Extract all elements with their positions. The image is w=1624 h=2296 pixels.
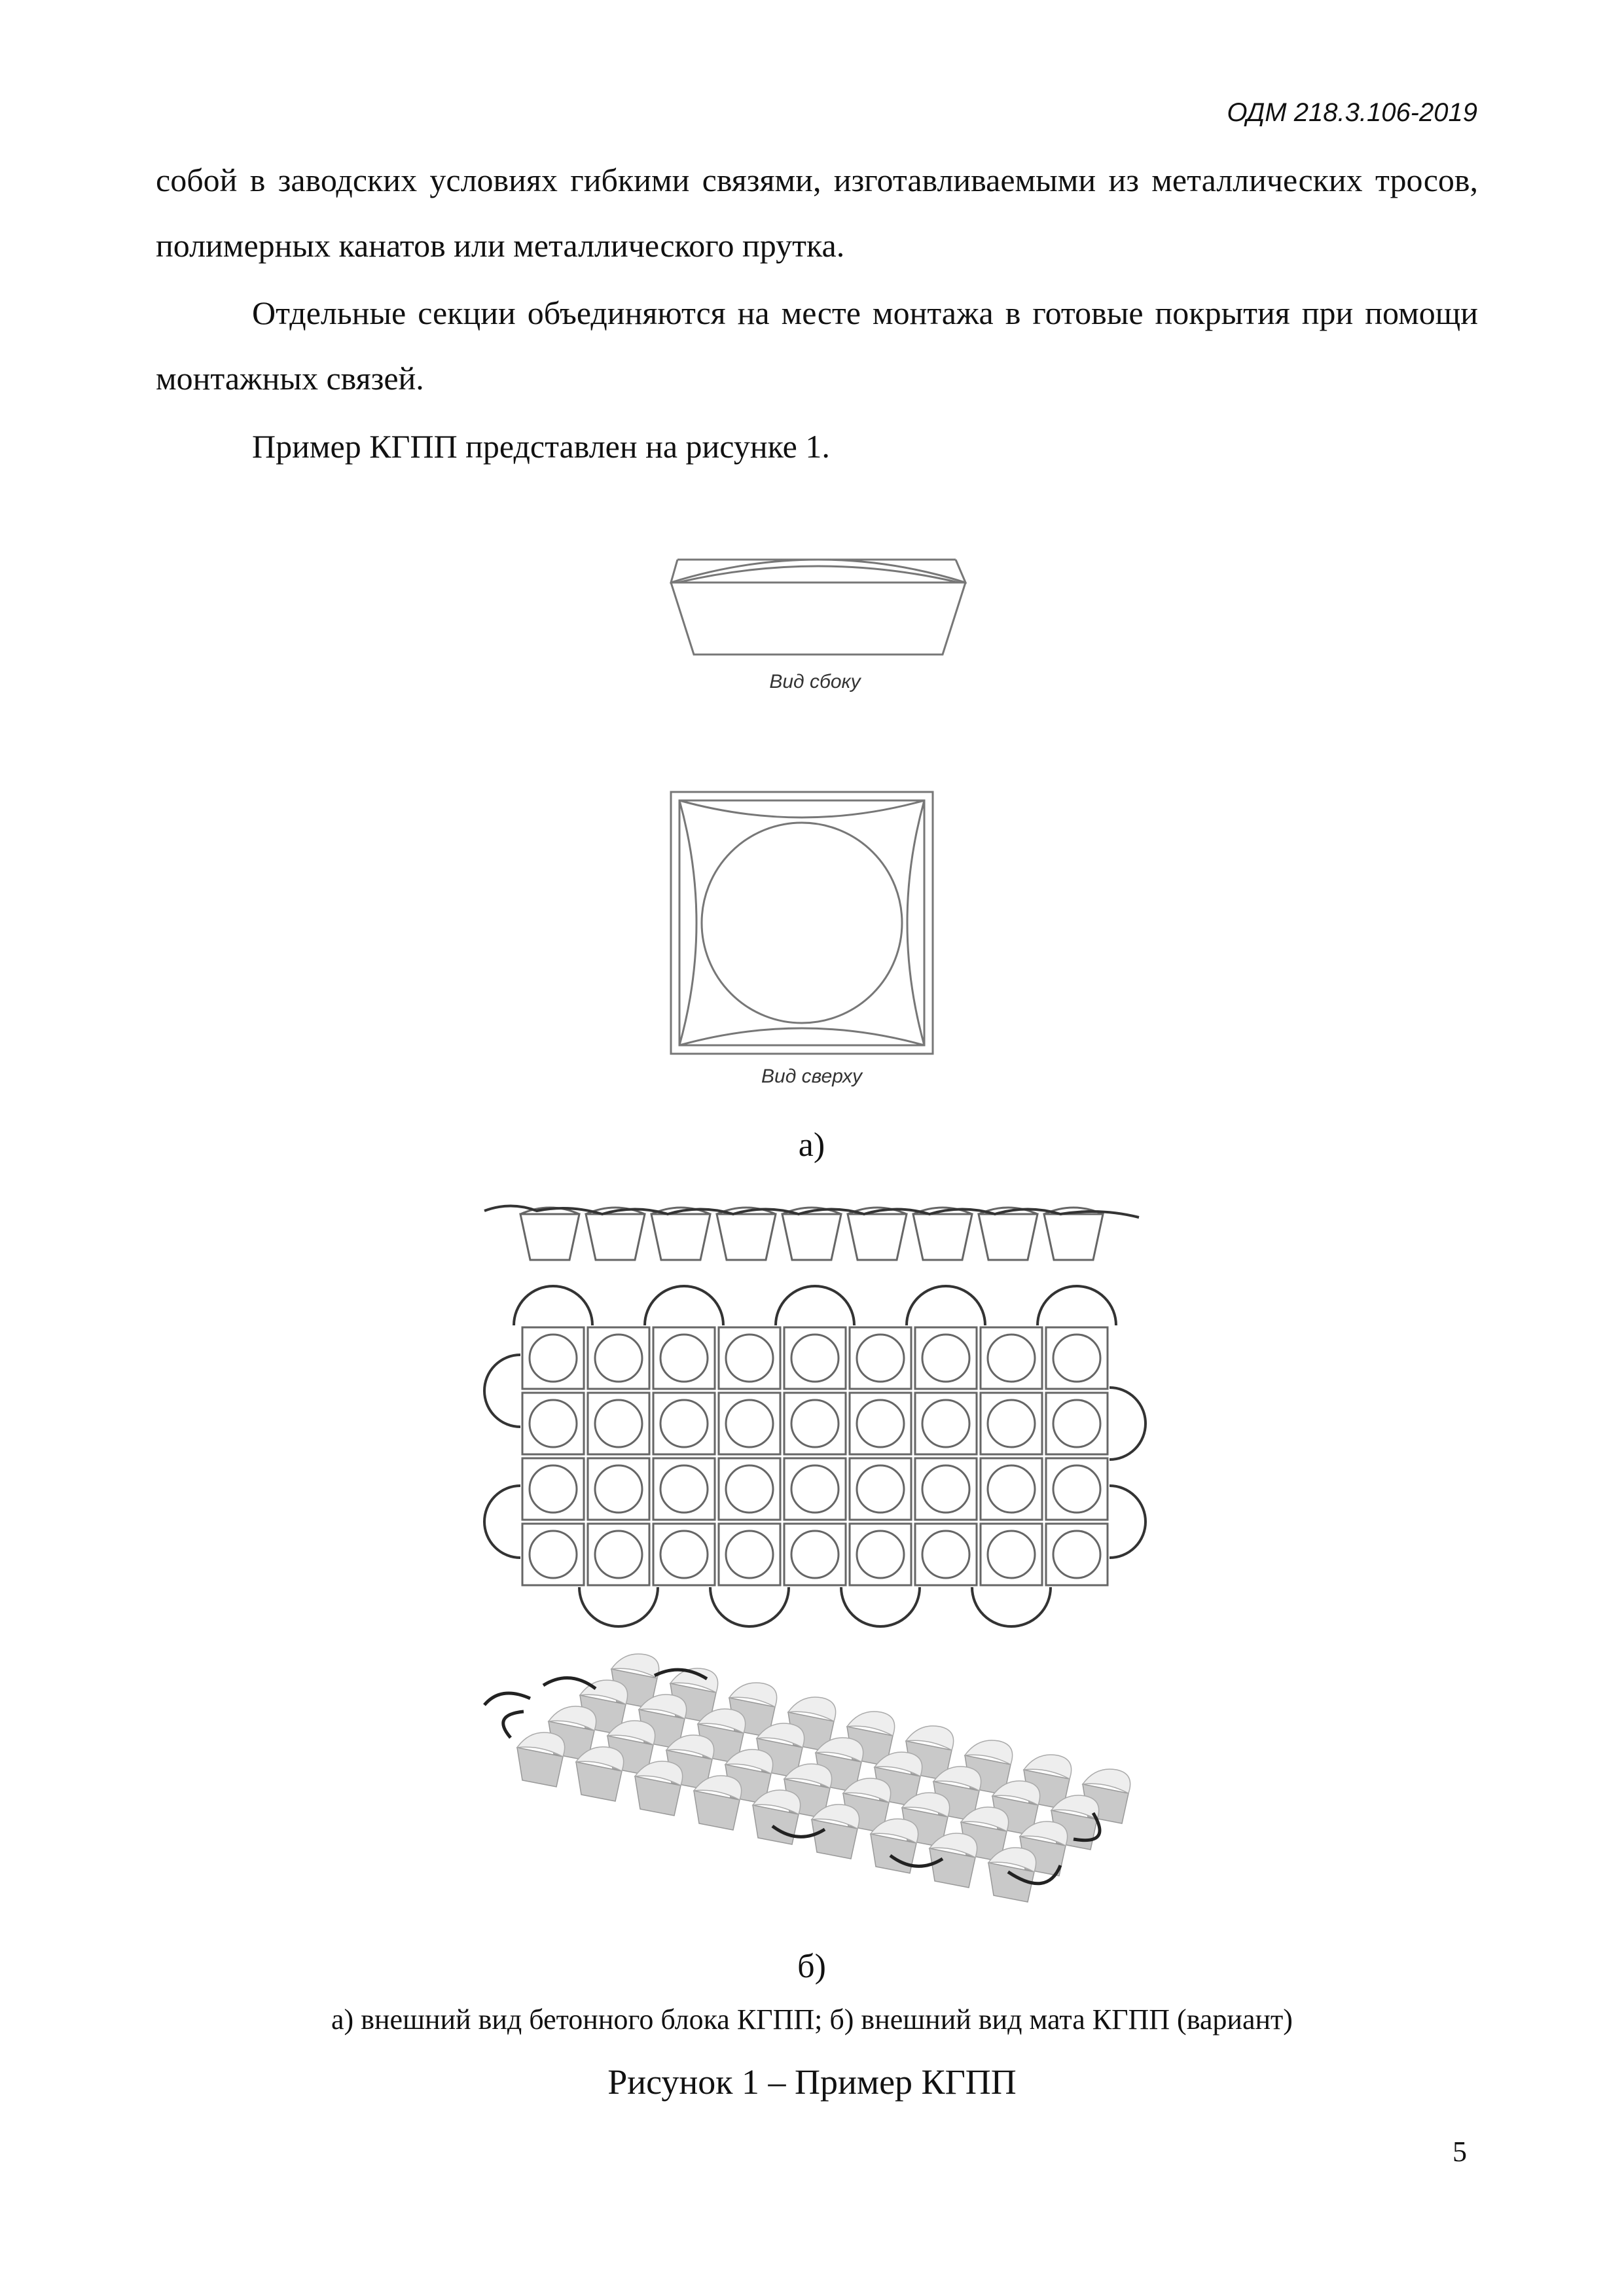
figure-caption: Рисунок 1 – Пример КГПП <box>607 2062 1017 2102</box>
mat-grid-cell <box>850 1458 911 1520</box>
mat-side-block <box>717 1214 776 1260</box>
mat-side-block <box>913 1214 972 1260</box>
mat-iso-loop <box>484 1693 530 1705</box>
mat-side-block <box>520 1214 579 1260</box>
mat-grid-cell <box>784 1458 846 1520</box>
mat-cell-circle <box>595 1400 642 1447</box>
mat-grid-cell <box>784 1327 846 1389</box>
mat-grid-cell <box>850 1327 911 1389</box>
label-a: а) <box>798 1126 825 1164</box>
mat-grid-cell <box>588 1393 649 1454</box>
mat-cell-circle <box>857 1335 904 1382</box>
mat-grid-cell <box>588 1524 649 1585</box>
figure-subcaption: а) внешний вид бетонного блока КГПП; б) внешний вид мата КГПП (вариант) <box>331 2003 1293 2036</box>
mat-cell-circle <box>595 1531 642 1578</box>
mat-grid-cell <box>784 1524 846 1585</box>
mat-cell-circle <box>726 1465 773 1513</box>
mat-grid-cell <box>719 1524 780 1585</box>
mat-side-block <box>782 1214 841 1260</box>
body-paragraph-3: Пример КГПП представлен на рисунке 1. <box>252 428 830 465</box>
document-code-header: ОДМ 218.3.106-2019 <box>1227 98 1477 127</box>
mat-top-loop <box>907 1286 985 1325</box>
mat-grid-cell <box>588 1458 649 1520</box>
mat-grid-cell <box>1046 1524 1108 1585</box>
mat-grid-cell <box>1046 1393 1108 1454</box>
mat-grid-cell <box>915 1524 977 1585</box>
block-side-view-drawing <box>668 547 969 664</box>
mat-iso-block <box>576 1747 624 1801</box>
mat-side-block <box>651 1214 710 1260</box>
block-top-view-drawing <box>668 789 936 1057</box>
mat-cell-circle <box>791 1465 839 1513</box>
mat-cell-circle <box>988 1465 1035 1513</box>
mat-grid-cell <box>522 1393 584 1454</box>
mat-top-loop <box>645 1286 723 1325</box>
mat-grid-cell <box>653 1458 715 1520</box>
mat-side-block <box>586 1214 645 1260</box>
mat-cell-circle <box>857 1465 904 1513</box>
mat-iso-block <box>694 1776 742 1830</box>
mat-cell-circle <box>791 1335 839 1382</box>
mat-cell-circle <box>922 1400 969 1447</box>
mat-cell-circle <box>857 1400 904 1447</box>
mat-grid-cell <box>653 1524 715 1585</box>
mat-cell-circle <box>660 1531 708 1578</box>
page-number: 5 <box>1453 2136 1467 2168</box>
mat-cell-circle <box>988 1400 1035 1447</box>
mat-grid-cell <box>915 1393 977 1454</box>
mat-cell-circle <box>726 1400 773 1447</box>
mat-grid-cell <box>653 1393 715 1454</box>
mat-cell-circle <box>595 1335 642 1382</box>
mat-bottom-loop <box>972 1587 1051 1626</box>
mat-top-loop <box>776 1286 854 1325</box>
mat-grid-cell <box>915 1458 977 1520</box>
label-b: б) <box>797 1948 826 1985</box>
side-view-caption: Вид сбоку <box>769 671 861 692</box>
mat-left-loop <box>484 1355 520 1427</box>
mat-iso-loop <box>503 1712 524 1738</box>
mat-grid-cell <box>719 1458 780 1520</box>
mat-grid-cell <box>1046 1327 1108 1389</box>
mat-grid-cell <box>1046 1458 1108 1520</box>
mat-isometric-view-drawing <box>484 1649 1159 1898</box>
mat-side-view-drawing <box>484 1198 1152 1270</box>
mat-right-loop <box>1110 1388 1146 1460</box>
mat-grid-cell <box>719 1327 780 1389</box>
mat-top-loop <box>1038 1286 1116 1325</box>
mat-cell-circle <box>660 1465 708 1513</box>
mat-cell-circle <box>922 1335 969 1382</box>
mat-grid-cell <box>653 1327 715 1389</box>
mat-grid-cell <box>981 1393 1042 1454</box>
mat-cell-circle <box>530 1400 577 1447</box>
mat-grid-cell <box>915 1327 977 1389</box>
mat-cell-circle <box>660 1400 708 1447</box>
mat-side-block <box>848 1214 907 1260</box>
mat-grid-cell <box>588 1327 649 1389</box>
mat-grid-cell <box>719 1393 780 1454</box>
body-paragraph-1: собой в заводских условиях гибкими связями, изготавливаемыми из металлических тросов, полимерных канатов или металлического прутка. <box>156 162 1478 264</box>
mat-cell-circle <box>857 1531 904 1578</box>
mat-top-view-drawing <box>478 1280 1152 1607</box>
mat-grid-cell <box>522 1327 584 1389</box>
mat-bottom-loop <box>841 1587 920 1626</box>
mat-cell-circle <box>1053 1335 1100 1382</box>
mat-cell-circle <box>530 1465 577 1513</box>
mat-cell-circle <box>726 1531 773 1578</box>
mat-bottom-loop <box>579 1587 658 1626</box>
mat-left-loop <box>484 1486 520 1558</box>
mat-cell-circle <box>922 1465 969 1513</box>
mat-grid-cell <box>981 1458 1042 1520</box>
mat-cell-circle <box>660 1335 708 1382</box>
mat-iso-block <box>635 1761 683 1816</box>
mat-cell-circle <box>988 1335 1035 1382</box>
mat-cell-circle <box>791 1531 839 1578</box>
mat-top-loop <box>514 1286 592 1325</box>
mat-cell-circle <box>530 1335 577 1382</box>
mat-cell-circle <box>791 1400 839 1447</box>
mat-grid-cell <box>850 1393 911 1454</box>
mat-cell-circle <box>595 1465 642 1513</box>
mat-cell-circle <box>988 1531 1035 1578</box>
mat-cell-circle <box>1053 1400 1100 1447</box>
mat-grid-cell <box>522 1524 584 1585</box>
mat-grid-cell <box>850 1524 911 1585</box>
mat-grid-cell <box>522 1458 584 1520</box>
mat-cell-circle <box>1053 1465 1100 1513</box>
mat-cell-circle <box>726 1335 773 1382</box>
mat-side-block <box>1044 1214 1103 1260</box>
body-paragraph-2: Отдельные секции объединяются на месте монтажа в готовые покрытия при помощи монтажных связей. <box>156 295 1478 397</box>
mat-cell-circle <box>530 1531 577 1578</box>
mat-iso-block <box>517 1732 565 1787</box>
mat-side-block <box>979 1214 1038 1260</box>
mat-cell-circle <box>1053 1531 1100 1578</box>
mat-right-loop <box>1110 1486 1146 1558</box>
mat-bottom-loop <box>710 1587 789 1626</box>
mat-grid-cell <box>784 1393 846 1454</box>
mat-cell-circle <box>922 1531 969 1578</box>
mat-grid-cell <box>981 1524 1042 1585</box>
top-view-caption: Вид сверху <box>761 1066 862 1087</box>
mat-grid-cell <box>981 1327 1042 1389</box>
